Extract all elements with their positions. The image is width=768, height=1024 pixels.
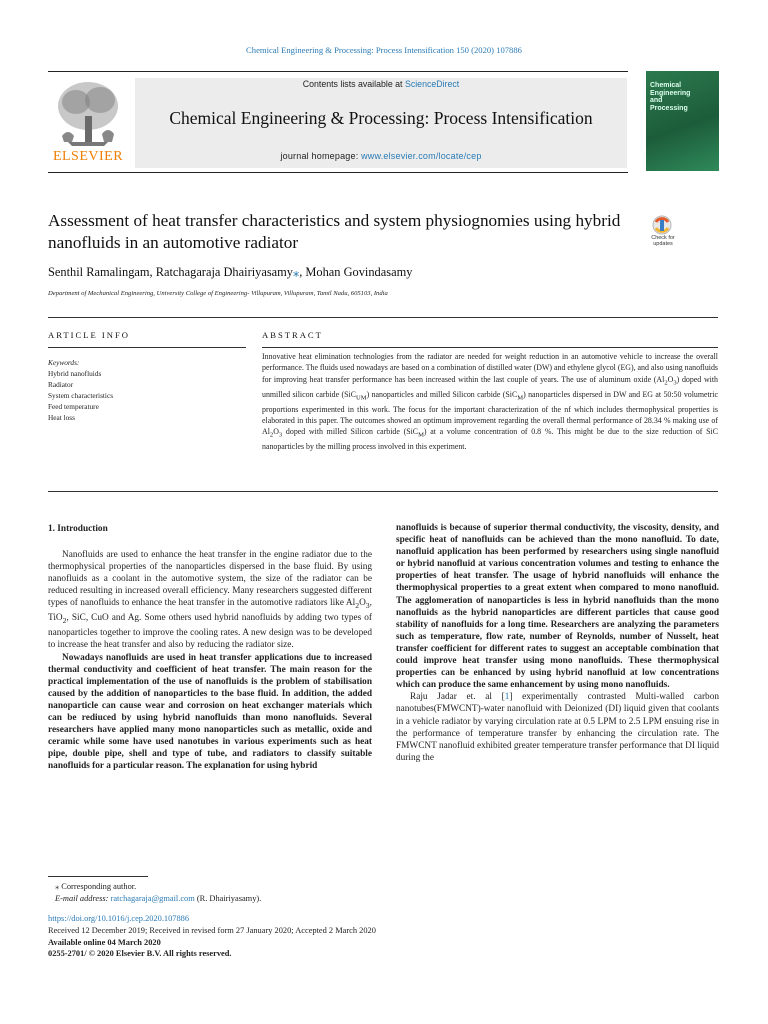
body-paragraph: nanofluids is because of superior thermal conductivity, the viscosity, density, and specific heat of nanofluids can be achieved than the mono nanofluid. To date, nanofluid application has been performed by researchers using single nanofluid or hybrid nanofluid at various concentration volumes and testing to enhance the properties of heat transfer. The usage of hybrid nanofluids will enhance the thermophysical properties to a great extent when compared to mono nanofluid. The agglomeration of nanoparticles is less in hybrid nanofluids than the mono nanofluids as the hybrid nanoparticles are different particles that cause good stability of nanofluids for a long time. Researchers are analyzing the parameters such as temperature, flow rate, number of Reynolds, number of Nusselt, heat transfer coefficient for different rates to suggest an acceptable combination that could improve heat transfer using mono nanofluids. These thermophysical properties can be enhanced by using hybrid nanofluid at low concentrations which can produce the same enhancement by using mono nanofluids. — [396, 523, 719, 691]
received-dates: Received 12 December 2019; Received in revised form 27 January 2020; Accepted 2 March 2020 — [48, 925, 376, 935]
article-metadata — [48, 913, 648, 960]
footnotes — [48, 881, 648, 905]
abstract-text: Innovative heat elimination technologies from the radiator are needed for weight reduction in an automotive vehicle to increase the overall performance. The fluids used nowadays are based on a combination of distilled water (DW) and ethylene glycol (EG), and also using nanofluids for improving heat transfer performance has been increased within the last couple of years. The use of aluminum oxide $(Al_2O_3)$ doped with unmilled silicon carbide (SiC$_{UM}$) nanoparticles and milled Silicon carbide (SiC$_M$) nanoparticles dispersed in DW and EG at 50:50 volumetric proportions experimented in this work. The focus for the important characterization of the nf which includes thermophysical properties is elaborated in this paper. The outcomes showed an optimum improvement regarding the overall thermal performance of 28.34 % making use of $Al_2O_3$ doped with milled Silicon carbide (SiC$_M$) at a volume concentration of 0.8 %. This might be due to the size reduction of SiC nanoparticles by the milling process involved in this experiment. — [262, 352, 719, 452]
journal-homepage-link[interactable]: www.elsevier.com/locate/cep — [361, 151, 482, 161]
journal-title: Chemical Engineering & Processing: Process Intensification — [169, 108, 593, 128]
keyword-item: System characteristics — [48, 391, 114, 401]
abstract-bottom-rule — [48, 491, 718, 492]
contents-line: Contents lists available at ScienceDirect — [302, 79, 460, 89]
corresponding-author-mark[interactable]: ⁎ — [292, 265, 300, 279]
email-note: E-mail address: ratchagaraja@gmail.com (R. Dhairiyasamy). — [55, 893, 262, 903]
author-email-link[interactable]: ratchagaraja@gmail.com — [110, 893, 195, 903]
author-list: Senthil Ramalingam, Ratchagaraja Dhairiyasamy⁎, Mohan Govindasamy — [48, 265, 413, 279]
body-left-column — [48, 522, 372, 773]
sciencedirect-link[interactable]: ScienceDirect — [404, 79, 460, 89]
info-top-rule — [48, 317, 718, 318]
keyword-item: Hybrid nanofluids — [48, 369, 102, 379]
abstract-heading: ABSTRACT — [262, 330, 323, 340]
keyword-item: Radiator — [48, 380, 74, 390]
article-title: Assessment of heat transfer characteristics and system physiognomies using hybrid nanofluids in an automotive radiator — [48, 211, 621, 252]
reference-link[interactable]: 1 — [504, 692, 510, 703]
footnote-rule — [48, 876, 148, 877]
check-for-updates-label[interactable]: Check for updates — [651, 235, 675, 247]
body-right-column — [396, 522, 719, 764]
journal-homepage-line: journal homepage: www.elsevier.com/locate/cep — [280, 151, 482, 161]
body-paragraph: Raju Jadar et. al [1] experimentally contrasted Multi-walled carbon nanotubes(FMWCNT)-water nanofluid with Deionized (DI) liquid given that coolants in a vehicle radiator by varying circulation rate at 0.5 LPM to 2.5 LPM ensuing rise in the performance of temperature transfer by enhancing the circulation rate. The FMWCNT nanofluid exhibited greater temperature transfer performance that DI liquid during the — [396, 692, 719, 763]
body-paragraph: Nowadays nanofluids are used in heat transfer applications due to increased thermal conductivity and coefficient of heat transfer. The main reason for the practical implementation of the use of nanofluids is the problem of stabilisation caused by the addition of nanoparticles to the base fluid. In addition, the added nanoparticle can cause wear and corrosion on heat exchanger materials which can be rediuced by using hybrid nanofluids than mono nanofluids. Several researchers have applied many mono nanoparticles such as metallic, oxide and ceramic while some have used nanotubes in various experiments such as heat pipe, double pipe, shell and type of tube, and radiators to classify suitable nanofluids for a particular reason. The explanation for using hybrid — [48, 652, 372, 772]
elsevier-wordmark: ELSEVIER — [52, 149, 124, 164]
check-for-updates-icon[interactable] — [641, 212, 683, 254]
author-affiliation: Department of Mechanical Engineering, University College of Engineering- Villupuram, Villupuram, Tamil Nadu, 605103, India — [48, 290, 388, 297]
keyword-item: Heat loss — [48, 413, 75, 423]
doi-link[interactable]: https://doi.org/10.1016/j.cep.2020.107886 — [48, 914, 190, 923]
journal-cover-title: Chemical Engineering and Processing — [650, 82, 691, 112]
abstract-sub-rule — [262, 347, 718, 348]
corresponding-author-note: ⁎ Corresponding author. — [55, 882, 137, 891]
keyword-item: Feed temperature — [48, 402, 99, 412]
body-paragraph: Nanofluids are used to enhance the heat transfer in the engine radiator due to the thermophysical properties of the nanoparticles dispersed in the base fluid. By using nanofluids as a coolant in the automotive system, the size of the radiator can be reduced resulting in increased overall efficiency. Many researchers suggested different types of nanofluids to enhance the heat transfer in the automotive radiators like $Al_2O_3$, TiO$_2$, SiC, CuO and Ag. Some others used hybrid nanofluids by adding two types of nanoparticles together to improve the cooling rates. A new design was to be developed to increase the heat transfer and also by reducing the radiator size. — [48, 550, 372, 651]
keywords-label: Keywords: — [48, 358, 80, 367]
keywords-block — [48, 357, 246, 424]
header-bottom-rule — [48, 172, 628, 173]
section-title-introduction: 1. Introduction — [48, 524, 108, 534]
info-sub-rule — [48, 347, 246, 348]
article-info-heading: ARTICLE INFO — [48, 330, 130, 340]
available-online-date: Available online 04 March 2020 — [48, 937, 161, 947]
copyright-line: 0255-2701/ © 2020 Elsevier B.V. All rights reserved. — [48, 949, 232, 959]
journal-citation-link[interactable]: Chemical Engineering & Processing: Process Intensification 150 (2020) 107886 — [246, 45, 522, 55]
header-top-rule — [48, 71, 628, 72]
